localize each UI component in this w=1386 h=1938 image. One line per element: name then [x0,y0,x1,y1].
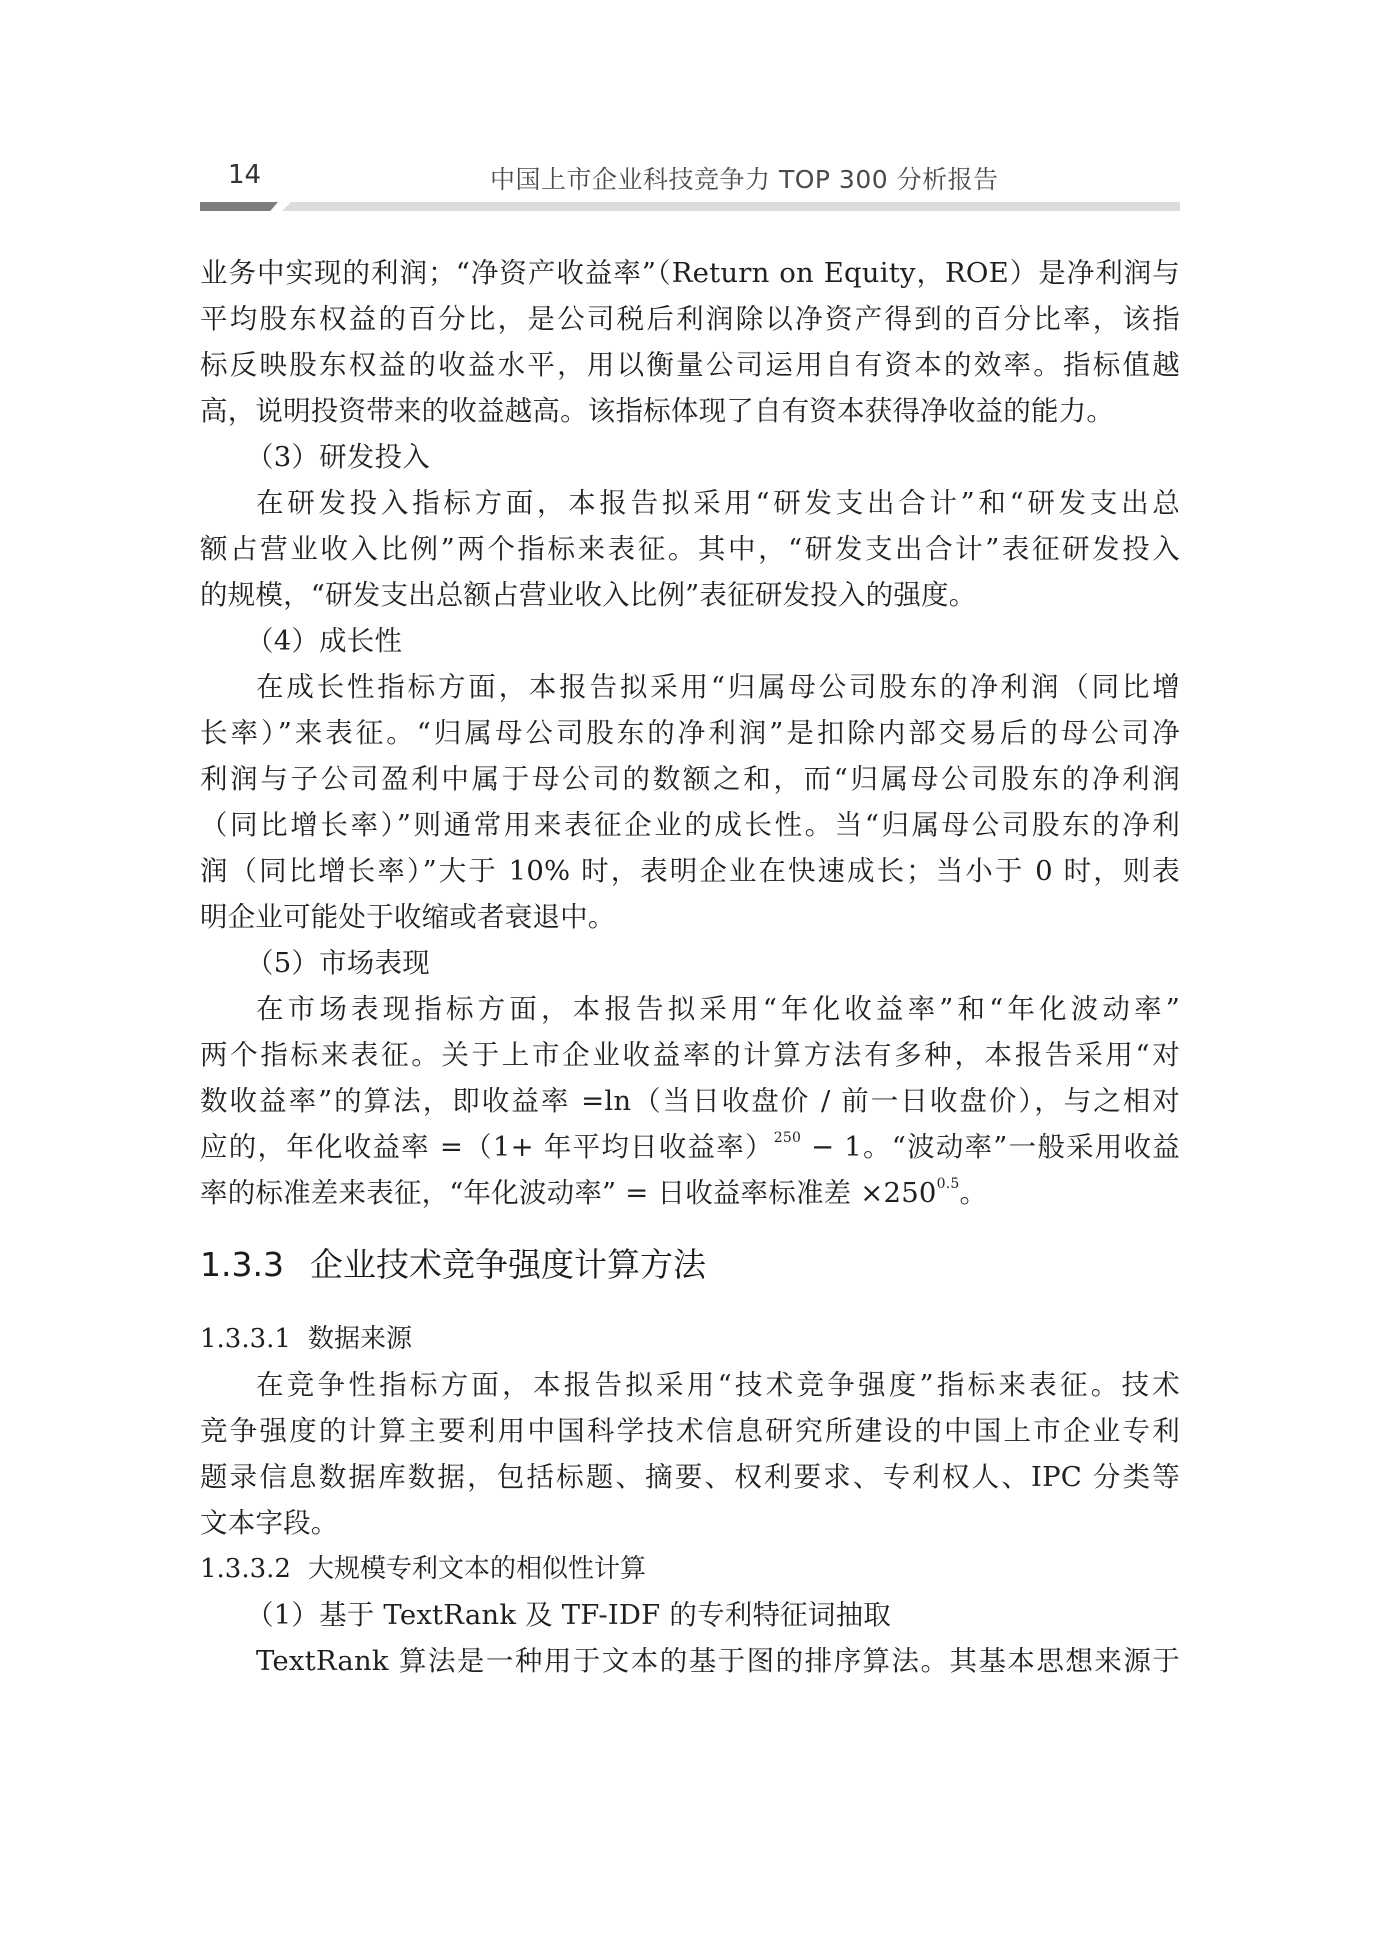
text-line: 润（同比增长率）”大于 10% 时，表明企业在快速成长；当小于 0 时，则表 [200,855,1180,887]
body-text [200,250,1180,1684]
text-line: 业务中实现的利润；“净资产收益率”（Return on Equity，ROE）是净利润与 [200,257,1180,289]
text-line: TextRank 算法是一种用于文本的基于图的排序算法。其基本思想来源于 [256,1645,1180,1677]
subsection-number: 1.3.3.2 [200,1554,291,1584]
text-line: 的规模，“研发支出总额占营业收入比例”表征研发投入的强度。 [200,579,977,611]
text-line: 数收益率”的算法，即收益率 =ln（当日收盘价 / 前一日收盘价），与之相对 [200,1085,1180,1117]
paragraph-growth [200,664,1180,940]
section-title: 企业技术竞争强度计算方法 [310,1245,706,1284]
text-line: 题录信息数据库数据，包括标题、摘要、权利要求、专利权人、IPC 分类等 [200,1461,1180,1493]
text-line: 在市场表现指标方面，本报告拟采用“年化收益率”和“年化波动率” [256,993,1180,1025]
subsection-title: 大规模专利文本的相似性计算 [308,1554,647,1584]
paragraph-textrank [200,1638,1180,1684]
text-line: 高，说明投资带来的收益越高。该指标体现了自有资本获得净收益的能力。 [200,395,1115,427]
text-line: 在竞争性指标方面，本报告拟采用“技术竞争强度”指标来表征。技术 [256,1369,1180,1401]
section-heading [200,1242,1180,1288]
paragraph-market [200,986,1180,1216]
item-heading-growth: （4）成长性 [246,625,403,657]
exponent: 0.5 [936,1176,960,1192]
page-number: 14 [228,160,262,190]
paragraph-data-source [200,1362,1180,1546]
page-header [200,156,1180,206]
subsection-heading-similarity [200,1546,1180,1592]
text-line: 平均股东权益的百分比，是公司税后利润除以净资产得到的百分比率，该指 [200,303,1180,335]
item-heading-market: （5）市场表现 [246,947,430,979]
text-fragment: 。 [959,1177,988,1209]
text-line: 标反映股东权益的收益水平，用以衡量公司运用自有资本的效率。指标值越 [200,349,1180,381]
text-line: 文本字段。 [200,1507,339,1539]
paragraph-roe [200,250,1180,434]
text-line: 在成长性指标方面，本报告拟采用“归属母公司股东的净利润（同比增 [256,671,1180,703]
text-line: 长率）”来表征。“归属母公司股东的净利润”是扣除内部交易后的母公司净 [200,717,1180,749]
text-line: 额占营业收入比例”两个指标来表征。其中，“研发支出合计”表征研发投入 [200,533,1180,565]
header-rule [282,202,1180,211]
text-fragment: 应的，年化收益率 =（1+ 年平均日收益率） [200,1131,774,1163]
header-rule-accent [200,202,278,211]
text-line: 明企业可能处于收缩或者衰退中。 [200,901,616,933]
text-fragment: − 1。“波动率”一般采用收益 [801,1131,1180,1163]
paragraph-rd [200,480,1180,618]
subsection-title: 数据来源 [308,1324,413,1354]
text-line [200,1124,1180,1170]
running-title: 中国上市企业科技竞争力 TOP 300 分析报告 [490,165,999,194]
item-heading-textrank: （1）基于 TextRank 及 TF-IDF 的专利特征词抽取 [246,1599,891,1631]
text-line: （同比增长率）”则通常用来表征企业的成长性。当“归属母公司股东的净利 [200,809,1180,841]
text-line [200,1170,1180,1216]
text-line: 利润与子公司盈利中属于母公司的数额之和，而“归属母公司股东的净利润 [200,763,1180,795]
subsection-heading-data-source [200,1316,1180,1362]
subsection-number: 1.3.3.1 [200,1324,291,1354]
item-heading-rd: （3）研发投入 [246,441,430,473]
section-number: 1.3.3 [200,1245,284,1284]
text-line: 竞争强度的计算主要利用中国科学技术信息研究所建设的中国上市企业专利 [200,1415,1180,1447]
exponent: 250 [773,1130,802,1146]
text-line: 在研发投入指标方面，本报告拟采用“研发支出合计”和“研发支出总 [256,487,1180,519]
text-line: 两个指标来表征。关于上市企业收益率的计算方法有多种，本报告采用“对 [200,1039,1180,1071]
text-fragment: 率的标准差来表征，“年化波动率” = 日收益率标准差 ×250 [200,1177,937,1209]
